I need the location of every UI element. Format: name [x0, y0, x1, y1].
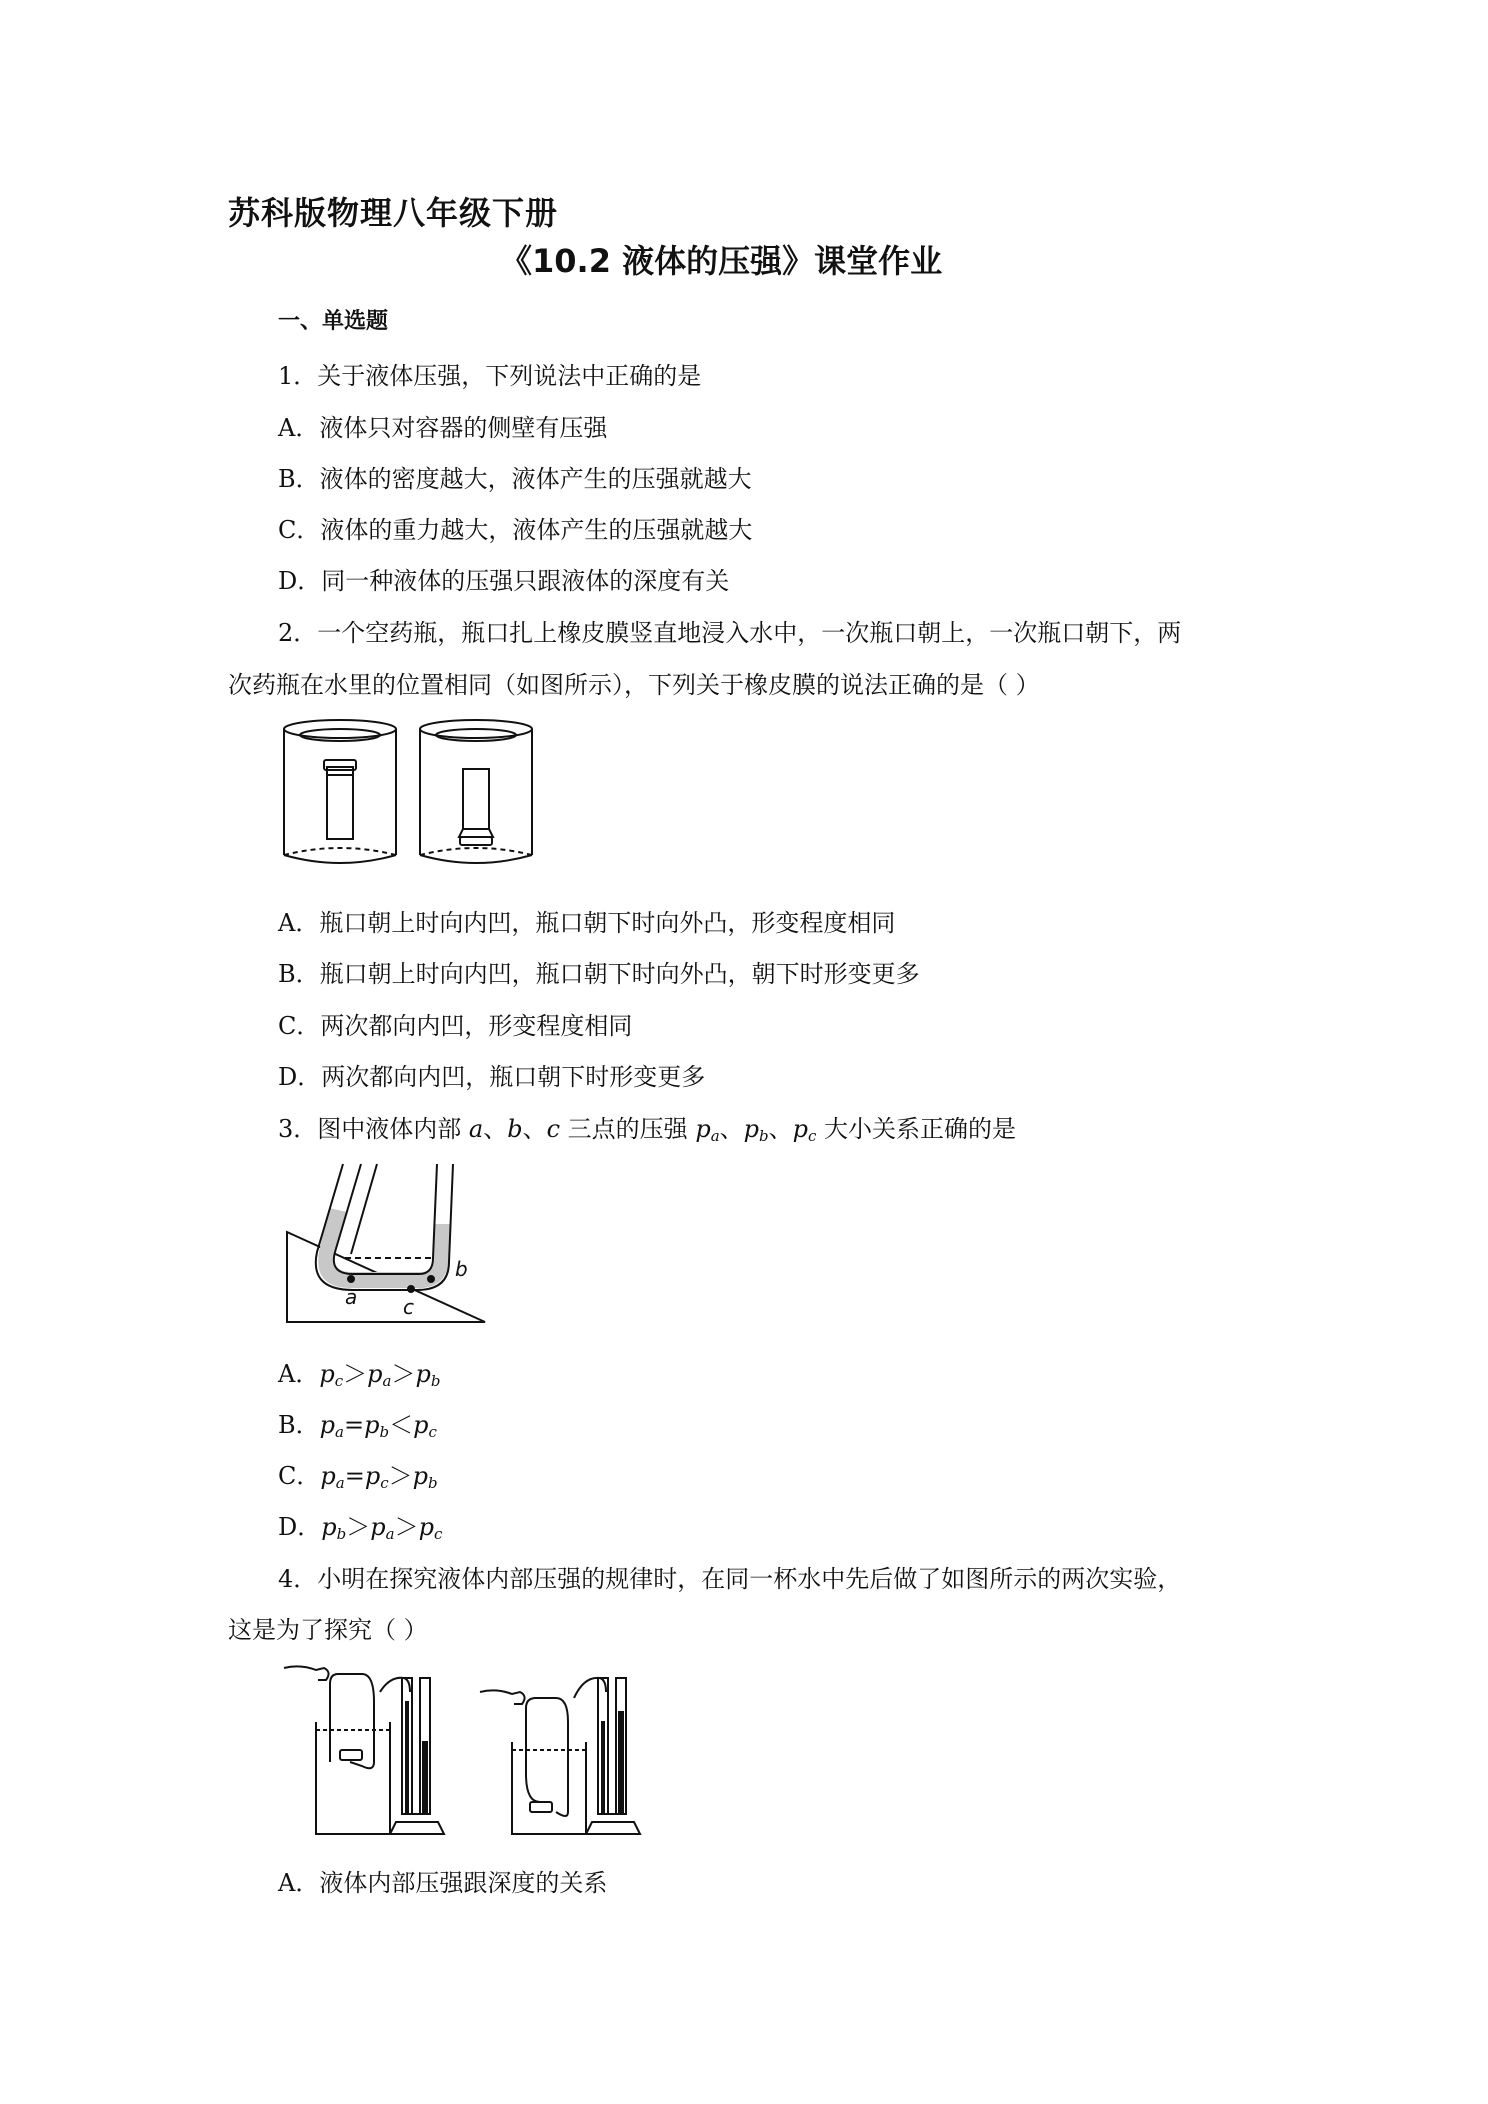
- question-2-option-b: B．瓶口朝上时向内凹，瓶口朝下时向外凸，朝下时形变更多: [278, 960, 920, 988]
- question-3-option-a: A．$p_c>p_a>p_b$: [278, 1360, 441, 1390]
- document-title: 苏科版物理八年级下册: [228, 194, 559, 232]
- section-heading: 一、单选题: [278, 309, 389, 334]
- question-2-stem-line1: 2．一个空药瓶，瓶口扎上橡皮膜竖直地浸入水中，一次瓶口朝上，一次瓶口朝下，两: [278, 619, 1182, 647]
- question-1-option-d: D．同一种液体的压强只跟液体的深度有关: [278, 567, 730, 595]
- question-3-option-c: C．$p_a=p_c>p_b$: [278, 1462, 438, 1492]
- question-4-stem-line2: 这是为了探究（ ）: [228, 1616, 428, 1644]
- question-4-figure: [280, 1662, 650, 1842]
- question-4-stem-line1: 4．小明在探究液体内部压强的规律时，在同一杯水中先后做了如图所示的两次实验，: [278, 1565, 1182, 1593]
- question-2-option-d: D．两次都向内凹，瓶口朝下时形变更多: [278, 1063, 706, 1091]
- question-3-figure: [285, 1162, 495, 1330]
- question-1-option-b: B．液体的密度越大，液体产生的压强就越大: [278, 465, 752, 493]
- question-1-stem: 1．关于液体压强，下列说法中正确的是: [278, 362, 702, 390]
- question-2-option-c: C．两次都向内凹，形变程度相同: [278, 1012, 633, 1040]
- question-3-option-d: D．$p_b>p_a>p_c$: [278, 1513, 443, 1543]
- question-2-figure: [278, 715, 548, 870]
- question-2-stem-line2: 次药瓶在水里的位置相同（如图所示），下列关于橡皮膜的说法正确的是（ ）: [228, 671, 1040, 699]
- question-3-option-b: B．$p_a=p_b<p_c$: [278, 1411, 437, 1441]
- question-1-option-c: C．液体的重力越大，液体产生的压强就越大: [278, 516, 753, 544]
- question-2-option-a: A．瓶口朝上时向内凹，瓶口朝下时向外凸，形变程度相同: [278, 909, 896, 937]
- figure-label-b: b: [455, 1257, 468, 1281]
- question-4-option-a: A．液体内部压强跟深度的关系: [278, 1869, 608, 1897]
- figure-label-a: a: [345, 1285, 358, 1309]
- document-subtitle: 《10.2 液体的压强》课堂作业: [500, 242, 943, 280]
- question-3-stem: 3．图中液体内部 a、b、c 三点的压强 $p_a$、$p_b$、$p_c$ 大小关系正确的是: [278, 1115, 1017, 1145]
- figure-label-c: c: [403, 1295, 414, 1319]
- question-1-option-a: A．液体只对容器的侧壁有压强: [278, 414, 608, 442]
